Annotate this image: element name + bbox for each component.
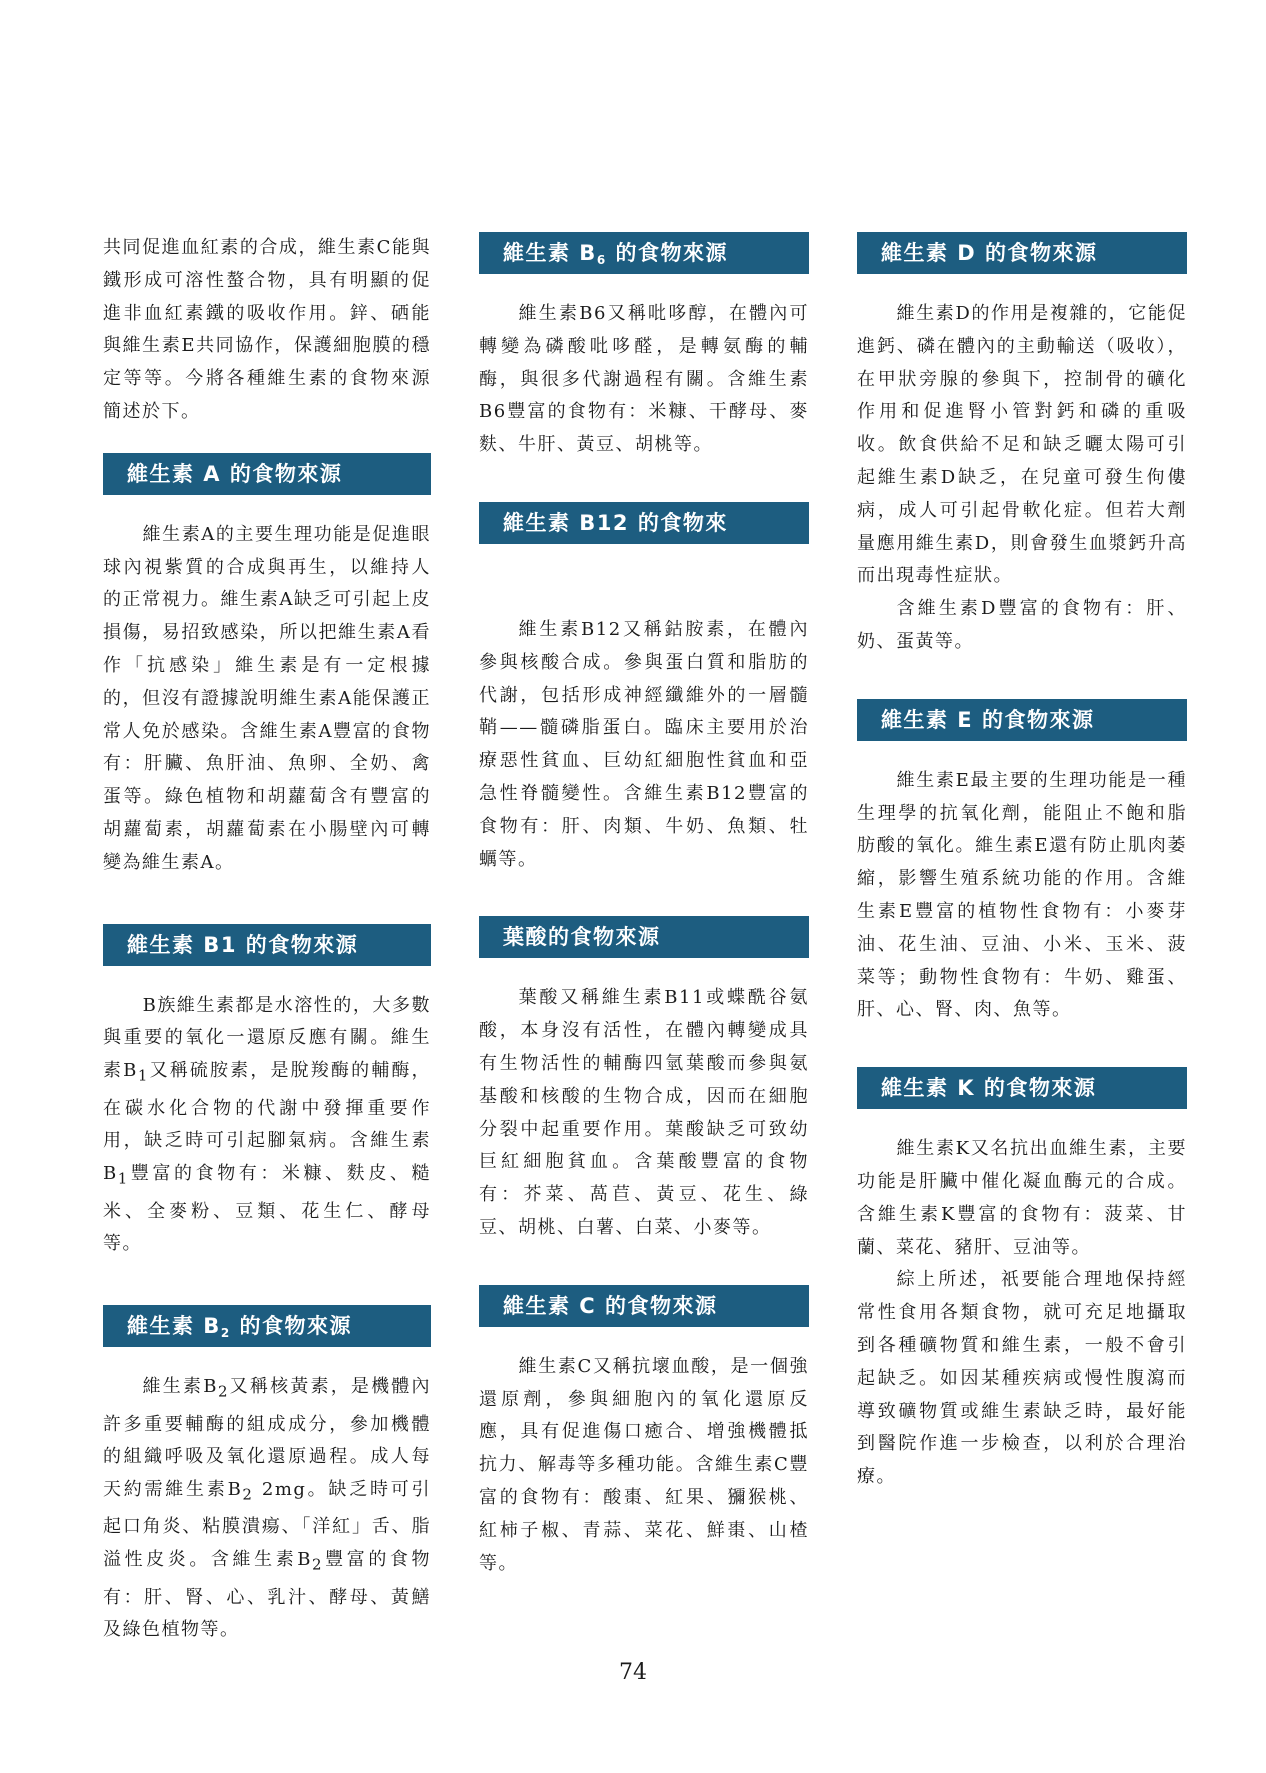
column-left bbox=[103, 232, 431, 1647]
heading-vitamin-a: 維生素 A 的食物來源 bbox=[103, 453, 431, 495]
vitamin-b2-text-3: 2mg。缺乏時可引起口角炎、粘膜潰瘍、「洋紅」舌、脂溢性皮炎。含維生素B bbox=[103, 1479, 431, 1571]
heading-vitamin-c: 維生素 C 的食物來源 bbox=[479, 1285, 809, 1327]
heading-text: 維生素 B bbox=[127, 1314, 221, 1339]
subscript-2: 2 bbox=[217, 1382, 229, 1401]
heading-text: 維生素 B bbox=[503, 241, 597, 265]
heading-vitamin-b1: 維生素 B1 的食物來源 bbox=[103, 924, 431, 966]
column-middle bbox=[479, 232, 809, 1580]
column-right bbox=[857, 232, 1187, 1494]
vitamin-b1-text-2: 又稱硫胺素，是脫羧酶的輔酶，在碳水化合物的代謝中發揮重要作用，缺乏時可引起腳氣病。含維生素B bbox=[103, 1060, 432, 1185]
heading-vitamin-b2 bbox=[103, 1305, 431, 1347]
summary-paragraph: 綜上所述，祇要能合理地保持經常性食用各類食物，就可充足地攝取到各種礦物質和維生素，一般不會引起缺乏。如因某種疾病或慢性腹瀉而導致礦物質或維生素缺乏時，最好能到醫院作進一步檢查，以利於合理治療。 bbox=[857, 1269, 1187, 1488]
heading-text: 的食物來源 bbox=[606, 241, 728, 265]
intro-paragraph: 共同促進血紅素的合成，維生素C能與鐵形成可溶性螯合物，具有明顯的促進非血紅素鐵的吸收作用。鋅、硒能與維生素E共同協作，保護細胞膜的穩定等等。今將各種維生素的食物來源簡述於下。 bbox=[103, 237, 431, 422]
vitamin-a-paragraph: 維生素A的主要生理功能是促進眼球內視紫質的合成與再生，以維持人的正常視力。維生素A缺乏可引起上皮損傷，易招致感染，所以把維生素A看作「抗感染」維生素是有一定根據的，但沒有證據說明維生素A能保護正常人免於感染。含維生素A豐富的食物有：肝臟、魚肝油、魚卵、全奶、禽蛋等。綠色植物和胡蘿蔔含有豐富的胡蘿蔔素，胡蘿蔔素在小腸壁內可轉變為維生素A。 bbox=[103, 523, 431, 873]
vitamin-b6-paragraph: 維生素B6又稱吡哆醇，在體內可轉變為磷酸吡哆醛，是轉氨酶的輔酶，與很多代謝過程有關。含維生素B6豐富的食物有：米糠、干酵母、麥麩、牛肝、黃豆、胡桃等。 bbox=[479, 303, 809, 456]
heading-vitamin-d: 維生素 D 的食物來源 bbox=[857, 232, 1187, 274]
vitamin-d-foods-paragraph: 含維生素D豐富的食物有：肝、奶、蛋黃等。 bbox=[857, 598, 1187, 652]
folic-acid-paragraph: 葉酸又稱維生素B11或蝶酰谷氨酸，本身沒有活性，在體內轉變成具有生物活性的輔酶四氫葉酸而參與氨基酸和核酸的生物合成，因而在細胞分裂中起重要作用。葉酸缺乏可致幼巨紅細胞貧血。含葉酸豐富的食物有：芥菜、萵苣、黃豆、花生、綠豆、胡桃、白薯、白菜、小麥等。 bbox=[479, 987, 809, 1238]
vitamin-b2-text-2: 又稱核黃素，是機體內許多重要輔酶的組成成分，參加機體的組織呼吸及氧化還原過程。成人每天約需維生素B bbox=[103, 1376, 432, 1501]
subscript-1: 1 bbox=[117, 1169, 129, 1188]
subscript-2: 2 bbox=[242, 1485, 254, 1504]
heading-vitamin-e: 維生素 E 的食物來源 bbox=[857, 699, 1187, 741]
vitamin-b1-text-3: 豐富的食物有：米糠、麩皮、糙米、全麥粉、豆類、花生仁、酵母等。 bbox=[103, 1163, 431, 1255]
subscript-1: 1 bbox=[137, 1066, 149, 1085]
heading-text: 的食物來源 bbox=[230, 1314, 352, 1339]
heading-vitamin-b12: 維生素 B12 的食物來 bbox=[479, 502, 809, 544]
vitamin-e-paragraph: 維生素E最主要的生理功能是一種生理學的抗氧化劑，能阻止不飽和脂肪酸的氧化。維生素E還有防止肌肉萎縮，影響生殖系統功能的作用。含維生素E豐富的植物性食物有：小麥芽油、花生油、豆油、小米、玉米、菠菜等；動物性食物有：牛奶、雞蛋、肝、心、腎、肉、魚等。 bbox=[857, 769, 1187, 1021]
heading-vitamin-b6 bbox=[479, 232, 809, 274]
vitamin-b2-paragraph bbox=[103, 1371, 431, 1647]
vitamin-b1-text-1: B族維生素都是水溶性的，大多數與重要的氧化一還原反應有關。維生素B bbox=[103, 994, 431, 1082]
heading-vitamin-k: 維生素 K 的食物來源 bbox=[857, 1067, 1187, 1109]
vitamin-b2-text-1: 維生素B bbox=[142, 1376, 218, 1398]
vitamin-k-paragraph: 維生素K又名抗出血維生素，主要功能是肝臟中催化凝血酶元的合成。含維生素K豐富的食物有：菠菜、甘蘭、菜花、豬肝、豆油等。 bbox=[857, 1138, 1187, 1258]
vitamin-b1-paragraph bbox=[103, 990, 431, 1262]
heading-subscript: 6 bbox=[596, 253, 607, 267]
subscript-2: 2 bbox=[312, 1555, 324, 1574]
heading-folic-acid: 葉酸的食物來源 bbox=[479, 916, 809, 958]
page-number: 74 bbox=[619, 1660, 647, 1685]
vitamin-b12-paragraph: 維生素B12又稱鈷胺素，在體內參與核酸合成。參與蛋白質和脂肪的代謝，包括形成神經纖維外的一層髓鞘——髓磷脂蛋白。臨床主要用於治療惡性貧血、巨幼紅細胞性貧血和亞急性脊髓變性。含維生素B12豐富的食物有：肝、肉類、牛奶、魚類、牡蠣等。 bbox=[479, 618, 809, 870]
vitamin-d-paragraph: 維生素D的作用是複雜的，它能促進鈣、磷在體內的主動輸送（吸收），在甲狀旁腺的參與下，控制骨的礦化作用和促進腎小管對鈣和磷的重吸收。飲食供給不足和缺乏曬太陽可引起維生素D缺乏，在兒童可發生佝僂病，成人可引起骨軟化症。但若大劑量應用維生素D，則會發生血漿鈣升高而出現毒性症狀。 bbox=[857, 303, 1187, 587]
vitamin-c-paragraph: 維生素C又稱抗壞血酸，是一個強還原劑，參與細胞內的氧化還原反應，具有促進傷口癒合、增強機體抵抗力、解毒等多種功能。含維生素C豐富的食物有：酸棗、紅果、獼猴桃、紅柿子椒、青蒜、菜花、鮮棗、山楂等。 bbox=[479, 1355, 809, 1574]
heading-subscript: 2 bbox=[220, 1326, 231, 1341]
vitamin-b2-text-4: 豐富的食物有：肝、腎、心、乳汁、酵母、黃鱔及綠色植物等。 bbox=[103, 1549, 431, 1641]
